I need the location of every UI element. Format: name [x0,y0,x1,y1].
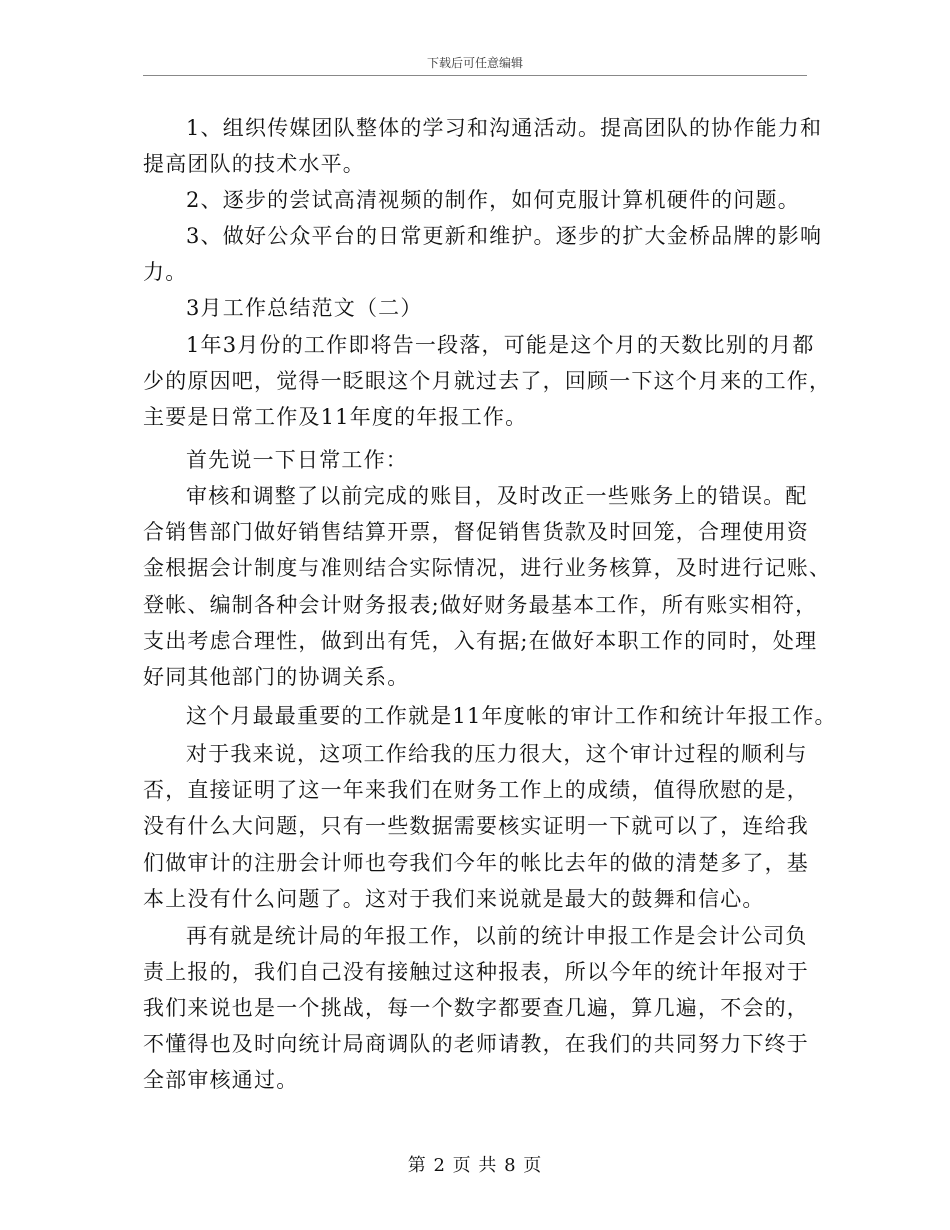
section-heading: 3月工作总结范文（二） [186,296,423,320]
text-line: 好同其他部门的协调关系。 [143,665,410,689]
text-line: 责上报的，我们自己没有接触过这种报表，所以今年的统计年报对于 [143,960,809,984]
text-line: 否，直接证明了这一年来我们在财务工作上的成绩，值得欣慰的是， [143,778,809,802]
text-line: 金根据会计制度与准则结合实际情况，进行业务核算，及时进行记账、 [143,556,832,580]
text-line: 们做审计的注册会计师也夸我们今年的帐比去年的做的清楚多了，基 [143,851,809,875]
text-line: 本上没有什么问题了。这对于我们来说就是最大的鼓舞和信心。 [143,887,765,911]
text-line: 首先说一下日常工作： [186,448,408,472]
text-line: 再有就是统计局的年报工作，以前的统计申报工作是会计公司负 [186,924,808,948]
text-line: 少的原因吧，觉得一眨眼这个月就过去了，回顾一下这个月来的工作， [143,369,832,393]
text-line: 3、做好公众平台的日常更新和维护。逐步的扩大金桥品牌的影响 [186,224,823,248]
text-line: 这个月最最重要的工作就是11年度帐的审计工作和统计年报工作。 [186,704,837,728]
page-header-note: 下载后可任意编辑 [426,56,523,70]
page-number: 第 2 页 共 8 页 [407,1155,543,1176]
text-line: 1年3月份的工作即将告一段落，可能是这个月的天数比别的月都 [186,333,815,357]
text-line: 2、逐步的尝试高清视频的制作，如何克服计算机硬件的问题。 [186,188,800,212]
text-line: 1、组织传媒团队整体的学习和沟通活动。提高团队的协作能力和 [186,116,823,140]
text-line: 对于我来说，这项工作给我的压力很大，这个审计过程的顺利与 [186,742,808,766]
text-line: 全部审核通过。 [143,1068,299,1092]
text-line: 合销售部门做好销售结算开票，督促销售货款及时回笼，合理使用资 [143,520,809,544]
text-line: 支出考虑合理性，做到出有凭，入有据;在做好本职工作的同时，处理 [143,629,818,653]
text-line: 主要是日常工作及11年度的年报工作。 [143,405,528,429]
text-line: 我们来说也是一个挑战，每一个数字都要查几遍，算几遍，不会的， [143,996,809,1020]
text-line: 提高团队的技术水平。 [143,152,365,176]
header-divider [143,75,807,76]
text-line: 审核和调整了以前完成的账目，及时改正一些账务上的错误。配 [186,484,808,508]
text-line: 不懂得也及时向统计局商调队的老师请教，在我们的共同努力下终于 [143,1032,809,1056]
text-line: 力。 [143,260,188,284]
text-line: 没有什么大问题，只有一些数据需要核实证明一下就可以了，连给我 [143,814,809,838]
text-line: 登帐、编制各种会计财务报表;做好财务最基本工作，所有账实相符， [143,593,818,617]
